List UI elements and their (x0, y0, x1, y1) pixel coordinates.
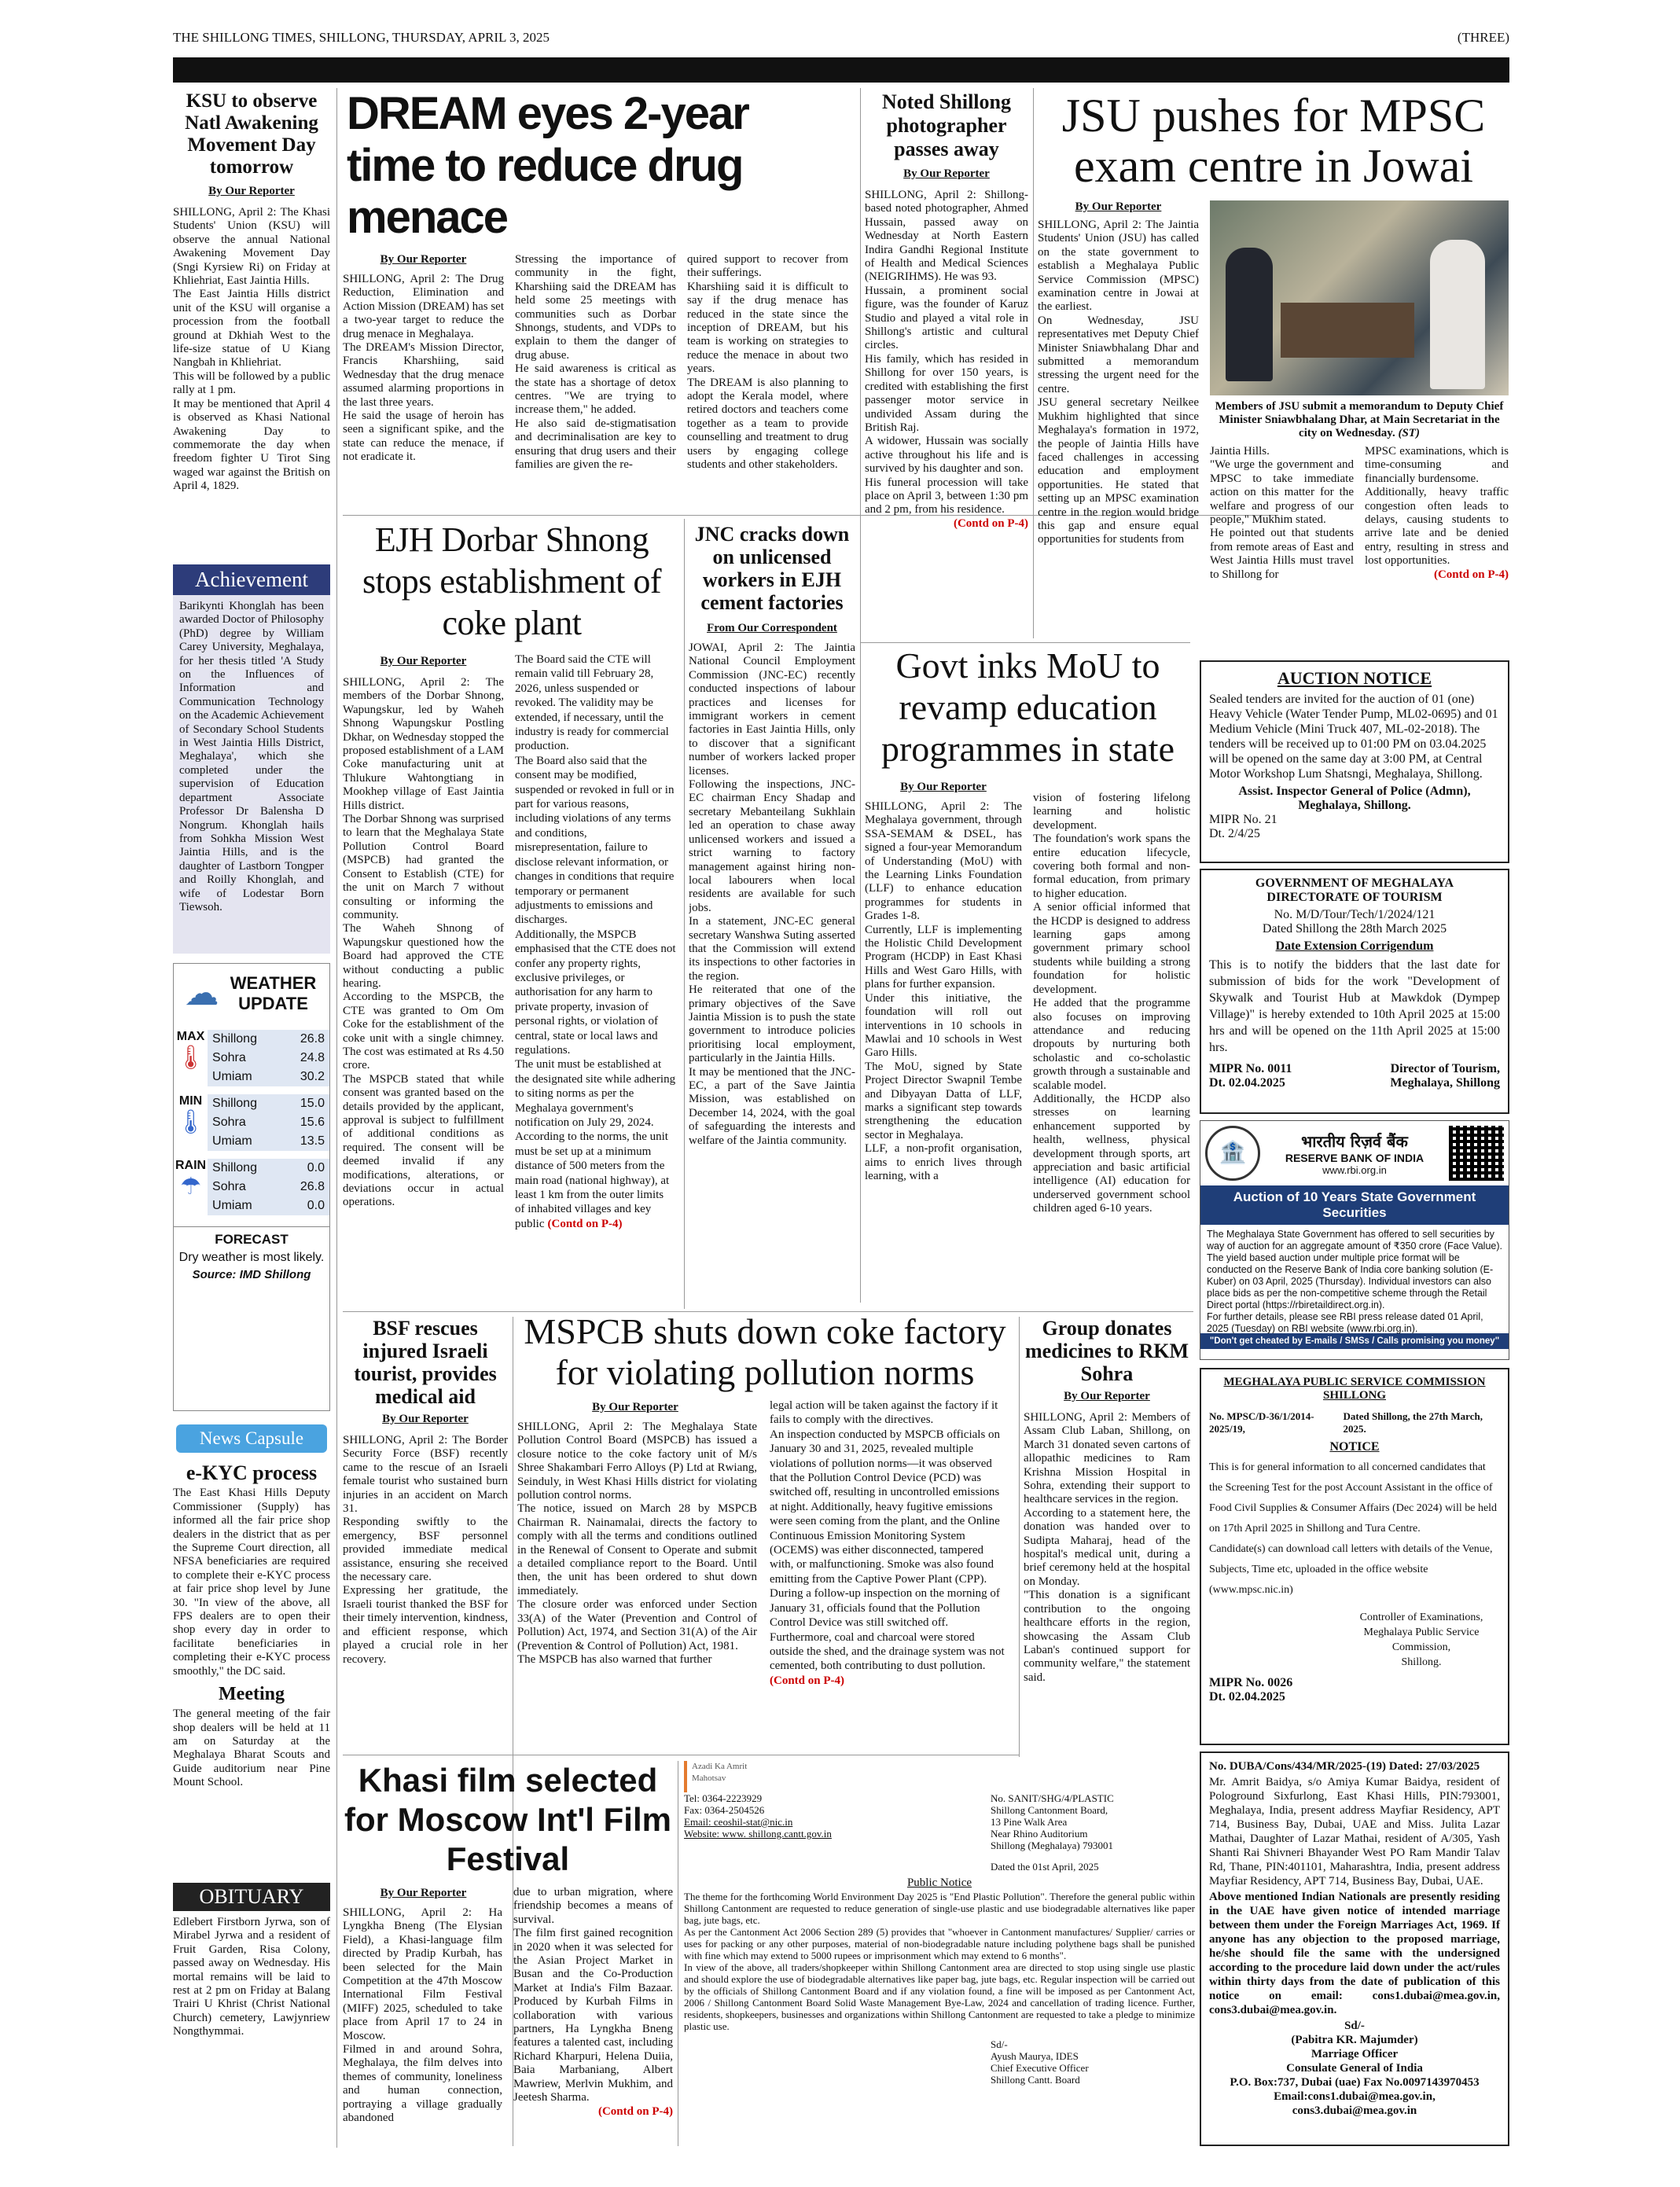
weather-cell: 24.8 (300, 1051, 325, 1064)
govt-article (865, 645, 1191, 1309)
mpsc-t1: MEGHALAYA PUBLIC SERVICE COMMISSION (1223, 1376, 1486, 1388)
marriage-bold: Above mentioned Indian Nationals are presently residing in the UAE have given notice of intended marriage between them under the Foreign Marriages Act, 1969. If anyone has any objection to the proposed marriage, he/she should file the same with the undersigned according to the procedure laid down under the act/rules within thirty days from the date of publication of this notice on email: cons1.dubai@mea.gov.in, cons3.dubai@mea.gov.in. (1209, 1891, 1500, 2016)
dream-headline: DREAM eyes 2-year time to reduce drug menace (347, 88, 748, 243)
weather-cell: 13.5 (300, 1134, 325, 1148)
marriage-notice (1200, 1751, 1509, 2146)
masthead (173, 30, 1509, 49)
ejh-article (343, 519, 681, 1313)
mspcb-article (517, 1311, 1013, 1751)
jsu-caption: Members of JSU submit a memorandum to Deputy Chief Minister Sniawbhalang Dhar, at Main Secretariat in the city on Wednesday. (1215, 400, 1504, 439)
obituary-body: Edlebert Firstborn Jyrwa, son of Mirabel Jyrwa and a resident of Fruit Garden, Risa Colony, passed away on Wednesday. His mortal remains will be laid to rest at 2 pm on Friday at Balang Trairi U Khrist (Christ National Church) cemetery, Lawjynriew Nongthymmai. (173, 1916, 330, 2038)
rbi-body: The Meghalaya State Government has offered to sell securities by way of auction for an aggregate amount of ₹350 crore (Face Value). The yield based auction under multiple price format will be conducted on the Reserve Bank of India core banking solution (E-Kuber) on 03 April, 2025 (Thursday). Individual investors can also place bids as per the non-competitive scheme through the Retail Direct portal (https://rbiretaildirect.org.in). For further details, please see RBI press release dated 01 April, 2025 (Tuesday) on RBI website (www.rbi.org.in). (1207, 1229, 1502, 1333)
khasi-article (343, 1761, 673, 2146)
thermometer-hot-icon: 🌡 (175, 1045, 206, 1071)
cantt-fax: Fax: 0364-2504526 (684, 1804, 765, 1816)
ejh-col1: SHILLONG, April 2: The members of the Dorbar Shnong, Wapungskur, led by Waheh Shnong Wapungskur Postling Dkhar, on Wednesday stopped the proposed establishment of a LAM Coke manufacturing unit at Thlukure Wahtongtiang in Mookhep village of East Jaintia Hills district. The Dorbar Shnong was surprised to learn that the Meghalaya State Pollution Control Board (MSPCB) had granted the Consent to Establish (CTE) for the unit on March 7 without consulting or informing the community. The Waheh Shnong of Wapungskur questioned how the Board had approved the CTE without conducting a public hearing. According to the MSPCB, the CTE was granted to Om Om Coke for the establishment of the coke unit with a single chimney. The cost was estimated at Rs 4.50 crore. The MSPCB stated that while consent was granted based on the details provided by the applicant, approval is subject to fulfillment of additional conditions as required. The consent will be deemed invalid if any modifications, alterations, or deviations occur in actual operations. (343, 676, 504, 1209)
govt-col2: vision of fostering lifelong learning and holistic development. The foundation's work spans the entire education lifecycle, covering both formal and non-formal education, from primary to higher education. A senior official informed that the HCDP is designed to address learning gaps among government primary school students while building a strong foundation for holistic development. He added that the programme also focuses on improving attendance and reducing dropouts by nurturing both scholastic and co-scholastic growth through a sustainable and scalable model. Additionally, the HCDP also stresses on learning enhancement supported by health, wellness, physical development through sports, art appreciation and basic artificial intelligence (AI) education for underserved government school children aged 6-10 years. (1033, 792, 1190, 1215)
jsu-contd: (Contd on P-4) (1433, 568, 1509, 581)
jsu-col1: SHILLONG, April 2: The Jaintia Students' Union (JSU) has called on the state government to establish a Meghalaya Public Service Commission (MPSC) examination centre in Jowai at the earliest. On Wednesday, JSU representatives met Deputy Chief Minister Sniawbhalang Dhar and submitted a memorandum stressing the urgent need for the centre. JSU general secretary Neilkee Mukhim highlighted that since Meghalaya's formation in 1972, the people of Jaintia Hills have faced challenges in accessing education and employment opportunities. He stated that setting up an MPSC examination centre in the region would bridge this gap and ensure equal opportunities for students from (1038, 219, 1199, 546)
jnc-article (689, 523, 855, 1313)
jsu-photo-person (1430, 240, 1485, 389)
bsf-byline: By Our Reporter (382, 1413, 469, 1425)
jsu-photo-table (1281, 303, 1414, 358)
khasi-contd: (Contd on P-4) (597, 2104, 673, 2118)
jsu-caption-credit: (ST) (1398, 427, 1420, 439)
cantt-dated: Dated the 01st April, 2025 (991, 1861, 1099, 1873)
group-headline: Group donates medicines to RKM Sohra (1025, 1317, 1189, 1385)
weather-cell: Umiam (212, 1199, 252, 1212)
obituary-title: OBITUARY (173, 1883, 330, 1911)
forecast-title: FORECAST (174, 1226, 329, 1248)
bsf-headline: BSF rescues injured Israeli tourist, provides medical aid (354, 1317, 497, 1408)
ekyc-title: e-KYC process (186, 1461, 318, 1484)
dream-col1: SHILLONG, April 2: The Drug Reduction, Elimination and Action Mission (DREAM) has set a two-year target to reduce the drug menace in Meghalaya. The DREAM's Mission Director, Francis Kharshiing, said Wednesday that the drug menace assumed alarming proportions in the last three years. He said the usage of heroin has seen a significant spike, and the state can reduce the menace, if not eradicate it. (343, 273, 504, 464)
weather-box (173, 963, 330, 1411)
auction-sign1: Assist. Inspector General of Police (Admn), (1238, 785, 1471, 798)
auction-body: Sealed tenders are invited for the auction of 01 (one) Heavy Vehicle (Water Tender Pump, ML02-0695) and 01 Medium Vehicle (Mini Truck 407, ML-02-2018). The tenders will be received up to 01:00 PM on 03.04.2025 will be opened on the same day at 3:00 PM, at Central Motor Workshop Lum Shatsngi, Meghalaya, Shillong. (1209, 693, 1498, 781)
tourism-no: No. M/D/Tour/Tech/1/2024/121 (1274, 908, 1436, 921)
cantt-sign: Sd/- Ayush Maurya, IDES Chief Executive Officer Shillong Cantt. Board (991, 2038, 1089, 2086)
tourism-sign2: Meghalaya, Shillong (1390, 1076, 1500, 1090)
rbi-name: RESERVE BANK OF INDIA (1285, 1152, 1425, 1164)
masthead-right: (THREE) (1457, 30, 1509, 45)
achievement-box (173, 564, 330, 954)
mpsc-t2: SHILLONG (1322, 1389, 1387, 1402)
ksu-byline: By Our Reporter (208, 185, 295, 197)
mpsc-sign: Controller of Examinations, Meghalaya Public Service Commission, Shillong. (1359, 1612, 1483, 1668)
auction-mipr: MIPR No. 21 (1209, 813, 1277, 826)
jsu-byline: By Our Reporter (1075, 200, 1162, 213)
weather-cell: 30.2 (300, 1070, 325, 1083)
cantt-logo: Azadi Ka Amrit Mahotsav (684, 1761, 778, 1792)
jnc-byline: From Our Correspondent (707, 622, 837, 634)
max-label: MAX (176, 1030, 205, 1043)
weather-cell: Umiam (212, 1070, 252, 1083)
masthead-left: THE SHILLONG TIMES, SHILLONG, THURSDAY, APRIL 3, 2025 (173, 30, 550, 45)
tourism-sign1: Director of Tourism, (1390, 1062, 1500, 1075)
mpsc-body: This is for general information to all concerned candidates that the Screening Test for the post Account Assistant in the office of Food Civil Supplies & Consumer Affairs (Dec 2024) will be held on 17th April 2025 in Shillong and Tura Centre. Candidate(s) can download call letters with details of the Venue, Subjects, Time etc, uploaded in the office website (www.mpsc.nic.in) (1209, 1461, 1498, 1596)
ksu-body: SHILLONG, April 2: The Khasi Students' Union (KSU) will observe the annual National Awakening Movement Day (Sngi Kyrsiew Ri) on Friday at Khliehriat, East Jaintia Hills. The East Jaintia Hills district unit of the KSU will organise a procession from the football ground at Dkhiah West to the life-size statue of U Kiang Nangbah in Khliehriat. This will be followed by a public rally at 1 pm. It may be mentioned that April 4 is observed as Khasi National Awakening Day to commemorate the day when freedom fighter U Tirot Sing waged war against the British on April 4, 1829. (173, 206, 330, 493)
mspcb-byline: By Our Reporter (592, 1401, 678, 1413)
mpsc-notice-title: NOTICE (1329, 1440, 1380, 1454)
jsu-col2: Jaintia Hills. "We urge the government and MPSC to take immediate action on this matter for the welfare and progress of our people," Mukhim stated. He pointed out that students from remote areas of East and West Jaintia Hills must travel to Shillong for (1210, 445, 1354, 581)
rain-cloud-icon: ☂ (180, 1174, 201, 1200)
tourism-body: This is to notify the bidders that the last date for submission of bids for the work "Development of Skywalk and Tourist Hub at Mawkdok (Dympep Village)" is hereby extended to 10th April 2025 at 15:00 hrs and will be opened on the 11th April 2025 at 15:00 hrs. (1209, 958, 1500, 1054)
mpsc-dt: Dt. 02.04.2025 (1209, 1690, 1285, 1704)
weather-cell: Umiam (212, 1134, 252, 1148)
achievement-body: Barikynti Khonglah has been awarded Doctor of Philosophy (PhD) degree by William Carey University, Meghalaya, for her thesis titled 'A Study on the Influences of Information and Communication Technology on the Academic Achievement of Secondary School Students in West Jaintia Hills District, Meghalaya', which she completed under the supervision of Education department Associate Professor Dr Balensha D Nongrum. Khonglah hails from Sohkha Mission West Jaintia Hills, and is the daughter of Lastborn Tongper and Roilly Khonglah, and wife of Lodestar Born Tiewsoh. (179, 600, 324, 913)
weather-cloud-icon: ☁ (184, 974, 219, 1013)
rbi-footer: "Don't get cheated by E-mails / SMSs / Calls promising you money" (1200, 1333, 1509, 1349)
tourism-t1: GOVERNMENT OF MEGHALAYA (1255, 877, 1454, 890)
group-byline: By Our Reporter (1064, 1390, 1150, 1402)
marriage-sign: Sd/- (Pabitra KR. Majumder) Marriage Officer Consulate General of India P.O. Box:737, Dubai (uae) Fax No.0097143970453 Email:cons1.dubai@mea.gov.in, cons3.dubai@mea.gov.in (1230, 2020, 1480, 2117)
max-table (208, 1030, 329, 1086)
govt-headline: Govt inks MoU to revamp education programmes in state (880, 645, 1175, 769)
min-table (208, 1094, 329, 1151)
news-capsule-box (173, 1415, 330, 1879)
jnc-body: JOWAI, April 2: The Jaintia National Council Employment Commission (JNC-EC) recently conducted inspections of labour practices and licenses for immigrant workers in cement factories in East Jaintia Hills, only to discover that a significant number of workers lacked proper licenses. Following the inspections, JNC-EC chairman Ency Shadap and secretary Mebanteilang Sukhlain led an operation to chase away unlicensed workers and issued a strict warning to factory management against hiring non-local labourers when local residents are available for such jobs. In a statement, JNC-EC general secretary Wanshwa Suting asserted that the Commission will extend its inspections to other factories in the region. He reiterated that one of the primary objectives of the Save Jaintia Mission is to push the state government to introduce policies prioritising local employment, particularly in the Jaintia Hills. It may be mentioned that the JNC-EC, a part of the Save Jaintia Mission, was established on December 14, 2024, with the goal of safeguarding the interests and welfare of the Jaintia community. (689, 641, 855, 1147)
khasi-col2: due to urban migration, where friendship becomes a means of survival. The film first gained recognition in 2020 when it was selected for the Asian Project Market in Busan and the Co-Production Market at India's Film Bazaar. Produced by Kurbah Films in collaboration with various partners, Ha Lyngkha Bneng features a talented cast, including Richard Kharpuri, Helena Duiia, Baia Marbaniang, Albert Mawriew, Merlvin Mukhim, and Jeetesh Sharma. (513, 1886, 673, 2104)
jsu-photo (1210, 200, 1509, 395)
photographer-body: SHILLONG, April 2: Shillong-based noted photographer, Ahmed Hussain, passed away on Wednesday at North Eastern Indira Gandhi Regional Institute of Health and Medical Sciences (NEIGRIHMS). He was 93. Hussain, a prominent social figure, was the founder of Karuz Studio and played a vital role in Shillong's artistic and cultural circles. His family, which has resided in Shillong for over 150 years, is credited with establishing the first passenger motor service in undivided Assam during the British Raj. A widower, Hussain was socially active throughout his life and is survived by his daughter and son. His funeral procession will take place on April 3, between 1:30 pm and 2 pm, from his residence. (865, 189, 1028, 516)
cantt-notice (684, 1761, 1195, 2146)
rbi-ad (1200, 1120, 1509, 1360)
weather-cell: Shillong (212, 1161, 257, 1174)
mpsc-notice (1200, 1368, 1509, 1745)
meeting-body: The general meeting of the fair shop dealers will be held at 11 am on Saturday at the Meghalaya Bharat Scouts and Guide auditorium near Pine Mount School. (173, 1707, 330, 1789)
cantt-addr: Shillong Cantonment Board, 13 Pine Walk Area Near Rhino Auditorium Shillong (Meghalaya) 793001 (991, 1804, 1113, 1851)
ksu-headline: KSU to observe Natl Awakening Movement Day tomorrow (185, 90, 318, 178)
weather-cell: Shillong (212, 1032, 257, 1046)
masthead-bar (173, 57, 1509, 83)
auction-sign2: Meghalaya, Shillong. (1298, 799, 1411, 812)
weather-cell: 26.8 (300, 1180, 325, 1193)
mpsc-no: No. MPSC/D-36/1/2014-2025/19, (1209, 1410, 1314, 1435)
tourism-sub: Date Extension Corrigendum (1275, 939, 1434, 953)
group-article (1024, 1317, 1190, 1757)
tourism-date: Dated Shillong the 28th March 2025 (1262, 922, 1447, 935)
weather-cell: 0.0 (307, 1161, 325, 1174)
rain-table (208, 1159, 329, 1215)
khasi-headline: Khasi film selected for Moscow Int'l Film Festival (344, 1762, 671, 1877)
cantt-tel: Tel: 0364-2223929 (684, 1792, 763, 1804)
ejh-headline: EJH Dorbar Shnong stops establishment of coke plant (362, 520, 662, 642)
group-body: SHILLONG, April 2: Members of Assam Club Laban, Shillong, on March 31 donated seven cartons of allopathic medicines to Ram Krishna Mission Hospital in Sohra, extending their support to healthcare services in the region. According to a statement here, the donation was handed over to Sudipta Maharaj, head of the hospital's medical unit, during a brief ceremony held at the hospital on Monday. "This donation is a significant contribution to the ongoing healthcare efforts in the region, showcasing the Assam Club Laban's continued support for community welfare," the statement said. (1024, 1411, 1190, 1684)
weather-cell: 0.0 (307, 1199, 325, 1212)
govt-byline: By Our Reporter (900, 781, 987, 793)
khasi-col1: SHILLONG, April 2: Ha Lyngkha Bneng (The Elysian Field), a Khasi-language film directed by Pradip Kurbah, has been selected for the Main Competition at the 47th Moscow International Film Festival (MIFF) 2025, scheduled to take place from April 17 to 24 in Moscow. Filmed in and around Sohra, Meghalaya, the film delves into themes of community, loneliness and human connection, portraying a village gradually abandoned (343, 1906, 502, 2125)
jsu-col3: MPSC examinations, which is time-consuming and financially burdensome. Additionally, heavy traffic congestion often leads to delays, causing students to arrive late and be denied entry, resulting in stress and lost opportunities. (1365, 445, 1509, 568)
cantt-body: The theme for the forthcoming World Environment Day 2025 is "End Plastic Pollution". Therefore the general public within Shillong Cantonment are requested to reduce generation of single-use plastic and use biodegradable alternatives like paper bag, jute bags, etc. As per the Cantonment Act 2006 Section 289 (5) provides that "whoever in Cantonment manufactures/ Supplier/ carries or uses for packing or any other purposes, material of non-biodegradable nature including polythene bags shall be punished with fine which may extend to 5000 rupees or imprisonment which may extend to 6 months". In view of the above, all traders/shopkeeper within Shillong Cantonment area are directed to stop using single use plastic and should explore the use of biodegradable alternatives like paper bag, jute bags, etc. Regular inspection will be carried out by the officials of Shillong Cantonment Board and if any violation found, a fine will be imposed as per Cantonment Act, 2006 / Shillong Cantonment Board Solid Waste Management Bye-Law, 2024 and cancellation of trading licence. Further, residents, shopkeepers, businesses and organizations within Shillong Cantonment are requested to take a pledge to minimize plastic use. (684, 1891, 1195, 2032)
weather-title-1: WEATHER (230, 973, 317, 993)
cantt-email: Email: ceoshil-stat@nic.in (684, 1816, 793, 1828)
qr-code-icon (1449, 1126, 1504, 1181)
rbi-banner: Auction of 10 Years State Government Securities (1200, 1185, 1509, 1225)
weather-title-2: UPDATE (238, 994, 308, 1013)
mpsc-mipr: MIPR No. 0026 (1209, 1676, 1293, 1689)
tourism-mipr: MIPR No. 0011 (1209, 1062, 1292, 1075)
ejh-contd: (Contd on P-4) (547, 1217, 623, 1230)
tourism-notice (1200, 869, 1509, 1114)
rbi-hindi: भारतीय रिज़र्व बैंक (1301, 1132, 1408, 1151)
auction-notice (1200, 660, 1509, 863)
ejh-col2: The Board said the CTE will remain valid till February 28, 2026, unless suspended or revoked. The validity may be extended, if necessary, until the industry is ready for commercial production. The Board also said that the consent may be modified, suspended or revoked in full or in part for various reasons, including violations of any terms and conditions, misrepresentation, failure to disclose relevant information, or changes in conditions that require temporary or permanent adjustments to emissions and discharges. Additionally, the MSPCB emphasised that the CTE does not confer any property rights, exclusive privileges, or authorisation for any harm to private property, invasion of personal rights, or violation of central, state or local laws and regulations. The unit must be established at the designated site while adhering to siting norms as per the Meghalaya government's notification on July 29, 2024. According to the norms, the unit must be set up at a minimum distance of 500 meters from the main road (national highway), at least 1 km from the outer limits of inhabited villages and key public (515, 653, 676, 1230)
mspcb-col1: SHILLONG, April 2: The Meghalaya State Pollution Control Board (MSPCB) has issued a closure notice to the coke factory unit of M/s Shree Shakambari Ferro Alloys (P) Ltd at Rwiang, Seinduly, in West Khasi Hills district for violating pollution control norms. The notice, issued on March 28 by MSPCB Chairman R. Nainamalai, directs the factory to comply with all the terms and conditions outlined in the Renewal of Consent to Operate and submit a detailed compliance report to the Board. Until then, the unit has been ordered to shut down immediately. The closure order was enforced under Section 33(A) of the Water (Prevention and Control of Pollution) Act, 1974, and Section 31(A) of the Air (Prevention & Control of Pollution) Act, 1981. The MSPCB has also warned that further (517, 1421, 757, 1666)
photographer-headline: Noted Shillong photographer passes away (882, 90, 1011, 160)
forecast-text: Dry weather is most likely. (178, 1251, 325, 1264)
govt-col1: SHILLONG, April 2: The Meghalaya government, through SSA-SEMAM & DSEL, has signed a four-year Memorandum of Understanding (MoU) with the Learning Links Foundation (LLF) to enhance education programmes for students in Grades 1-8. Currently, LLF is implementing the Holistic Child Development Program (HCDP) in East Khasi Hills and West Garo Hills, with plans for further expansion. Under this initiative, the foundation will roll out interventions in 10 schools in Mawlai and 10 schools in West Garo Hills. The MoU, signed by State Project Director Swapnil Tembe and Dibyayan Datta of LLF, marks a significant step towards strengthening the education sector in Meghalaya. LLF, a non-profit organisation, aims to enrich lives through learning, with a (865, 800, 1022, 1182)
tourism-dt: Dt. 02.04.2025 (1209, 1076, 1285, 1090)
mspcb-col2: legal action will be taken against the factory if it fails to comply with the directives. An inspection conducted by MSPCB officials on January 30 and 31, 2025, revealed multiple violations of pollution norms—it was observed that the Pollution Control Device (PCD) was switched off, resulting in uncontrolled emissions at night. Additionally, heavy fugitive emissions were seen coming from the plant, and the Online Continuous Emission Monitoring System (OCEMS) was either disconnected, tampered with, or malfunctioning. Smoke was also found emitting from the Captive Power Plant (CPP). During a follow-up inspection on the morning of January 31, officials found that the Pollution Control Device was still switched off. Furthermore, coal and charcoal were stored outside the shed, and the drainage system was not cemented, both contributing to dust pollution. (770, 1399, 1005, 1673)
rbi-logo: 🏦 (1205, 1126, 1260, 1181)
mpsc-date: Dated Shillong, the 27th March, 2025. (1343, 1410, 1483, 1435)
jsu-article (1038, 88, 1509, 638)
weather-cell: Sohra (212, 1051, 246, 1064)
weather-cell: Shillong (212, 1097, 257, 1110)
ejh-byline: By Our Reporter (380, 655, 467, 667)
weather-cell: Sohra (212, 1180, 246, 1193)
photographer-article (865, 90, 1028, 641)
weather-cell: 26.8 (300, 1032, 325, 1046)
cantt-web: Website: www. shillong.cantt.gov.in (684, 1828, 832, 1840)
jsu-photo-person (1226, 248, 1273, 381)
weather-cell: 15.6 (300, 1116, 325, 1129)
bsf-body: SHILLONG, April 2: The Border Security Force (BSF) recently came to the rescue of an Israeli female tourist who sustained burn injuries in an accident on March 31. Responding swiftly to the emergency, BSF personnel provided immediate medical assistance, ensuring she received the necessary care. Expressing her gratitude, the Israeli tourist thanked the BSF for their timely intervention, kindness, and efficient response, which played a crucial role in her recovery. (343, 1434, 508, 1666)
rbi-url: www.rbi.org.in (1322, 1164, 1387, 1176)
dream-col2: Stressing the importance of community in the fight, Kharshiing said the DREAM has held some 25 meetings with communities such as Dorbar Shnongs, students, and VDPs to explain to them the danger of drug abuse. He said awareness is critical as the state has a shortage of detox centres. "We are trying to increase them," he added. He also said de-stigmatisation and decriminalisation are key to ensuring that drug users and their families are given the re- (515, 253, 676, 472)
cantt-no: No. SANIT/SHG/4/PLASTIC (991, 1792, 1114, 1804)
marriage-body: Mr. Amrit Baidya, s/o Amiya Kumar Baidya, resident of Pologround Sixfurlong, East Khasi Hills, PIN:793001, Meghalaya, India, present address Mayfiar Residency, APT 714, Business Bay, Dubai, UAE and Miss. Julita Lazar Mathai, Daughter of Lazar Mathai, resident of A/305, Yash Shanti Rai Shivneri Bhayander West PO Ram Mandir Talav Rd, Thane, PIN:401101, Maharashtra, India, present address Mayfiar Residency, APT 714, Business Bay, Dubai, UAE. (1209, 1776, 1500, 1887)
photographer-byline: By Our Reporter (903, 167, 990, 180)
achievement-title: Achievement (173, 564, 330, 595)
forecast-source: Source: IMD Shillong (192, 1268, 311, 1281)
auction-title: AUCTION NOTICE (1277, 668, 1432, 688)
mspcb-headline: MSPCB shuts down coke factory for violating pollution norms (524, 1311, 1006, 1392)
cantt-title: Public Notice (906, 1876, 972, 1889)
jnc-headline: JNC cracks down on unlicensed workers in EJH cement factories (694, 523, 850, 614)
ksu-article (173, 90, 330, 562)
rain-label: RAIN (175, 1159, 207, 1172)
weather-cell: 15.0 (300, 1097, 325, 1110)
dream-article (343, 88, 854, 513)
bsf-article (343, 1317, 508, 1757)
dream-byline: By Our Reporter (380, 253, 467, 266)
ekyc-body: The East Khasi Hills Deputy Commissioner (Supply) has informed all the fair price shop dealers in the district that as per the Supreme Court direction, all NFSA beneficiaries are required to complete their e-KYC process at fair price shop level by June 30. "In view of the above, all FPS dealers are to open their shop every day in order to facilitate beneficiaries in completing their e-KYC process smoothly," the DC said. (173, 1487, 330, 1678)
khasi-byline: By Our Reporter (380, 1887, 467, 1899)
marriage-no: No. DUBA/Cons/434/MR/2025-(19) Dated: 27/03/2025 (1209, 1760, 1480, 1773)
weather-cell: Sohra (212, 1116, 246, 1129)
tourism-t2: DIRECTORATE OF TOURISM (1266, 891, 1443, 904)
min-label: MIN (178, 1094, 203, 1108)
auction-dt: Dt. 2/4/25 (1209, 827, 1260, 840)
dream-col3: quired support to recover from their sufferings. Kharshiing said it is difficult to say if the drug menace has reduced in the state since the inception of DREAM, but his team is working on strategies to reduce the menace in about two years. The DREAM is also planning to adopt the Kerala model, where retired doctors and teachers come together as a team to provide counselling and treatment to drug users by engaging college students and other stakeholders. (687, 253, 848, 472)
news-capsule-title: News Capsule (176, 1424, 327, 1453)
photographer-contd: (Contd on P-4) (953, 516, 1028, 530)
meeting-title: Meeting (219, 1683, 285, 1704)
mspcb-contd: (Contd on P-4) (770, 1674, 845, 1687)
thermometer-cold-icon: 🌡 (175, 1109, 206, 1135)
obituary-box (173, 1883, 330, 2142)
jsu-headline: JSU pushes for MPSC exam centre in Jowai (1061, 90, 1486, 192)
